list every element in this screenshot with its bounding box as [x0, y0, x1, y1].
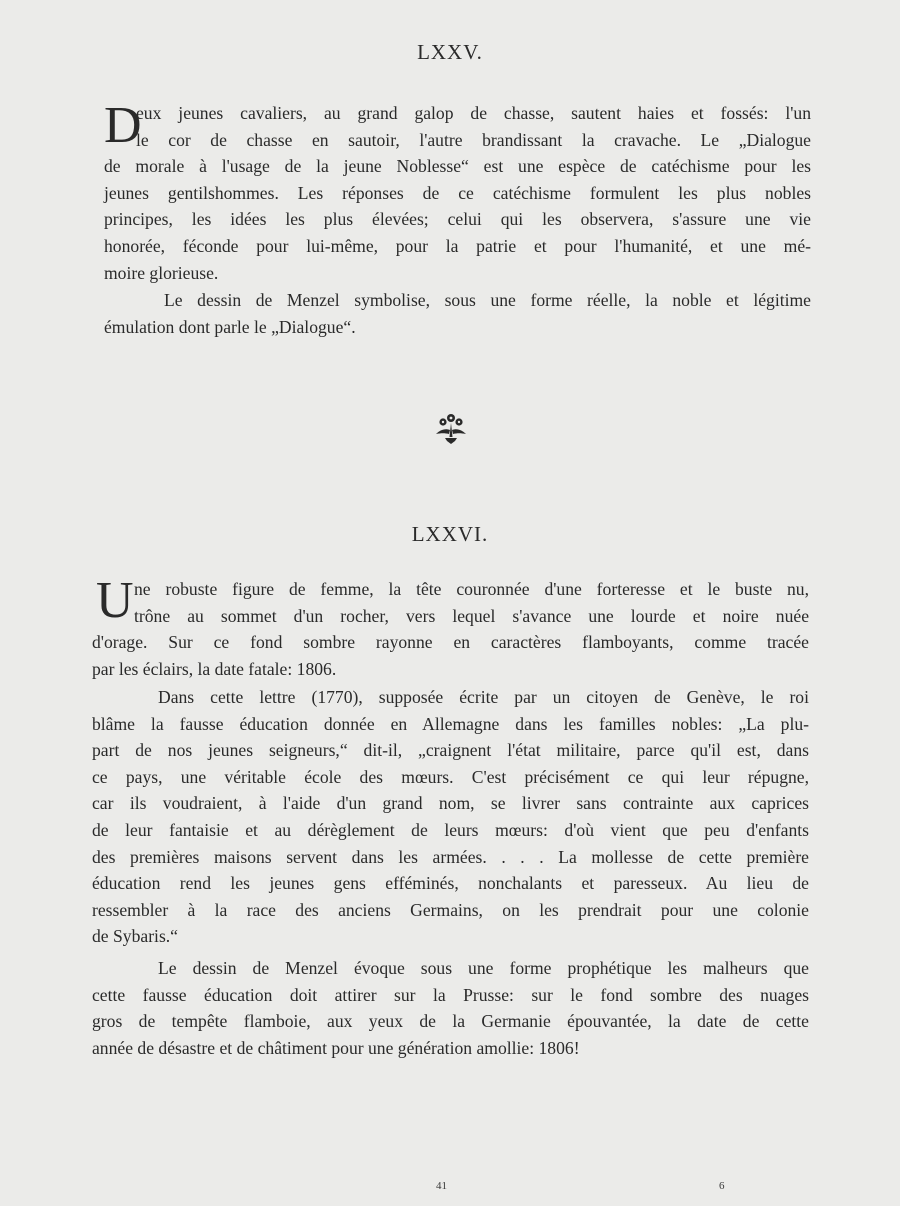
- text-line: trône au sommet d'un rocher, vers lequel s'avance une lourde et noire nuée: [134, 605, 809, 626]
- text-line: de Sybaris.“: [92, 926, 178, 947]
- paragraph-lxxv-2: [104, 287, 811, 340]
- section-title-lxxvi: LXXVI.: [411, 522, 489, 546]
- paragraph-lxxv-1: [104, 97, 811, 286]
- text-line: de leur fantaisie et au dérèglement de leurs mœurs: d'où vient que peu d'enfants: [92, 819, 809, 840]
- text-line: par les éclairs, la date fatale: 1806.: [92, 658, 337, 679]
- text-line: d'orage. Sur ce fond sombre rayonne en caractères flamboyants, comme tracée: [92, 632, 809, 653]
- text-line: de morale à l'usage de la jeune Noblesse“ est une espèce de catéchisme pour les: [104, 156, 811, 177]
- text-line: Le dessin de Menzel évoque sous une forme prophétique les malheurs que: [158, 958, 809, 978]
- paragraph-lxxvi-2: [92, 684, 809, 950]
- text-line: le cor de chasse en sautoir, l'autre brandissant la cravache. Le „Dialogue: [136, 129, 811, 150]
- dropcap-u: U: [96, 572, 134, 629]
- text-line: ressembler à la race des anciens Germains, on les prendrait pour une colonie: [92, 899, 809, 920]
- text-line: des premières maisons servent dans les armées. . . . La mollesse de cette première: [92, 846, 809, 867]
- text-line: eux jeunes cavaliers, au grand galop de chasse, sautent haies et fossés: l'un: [136, 103, 811, 123]
- text-line: cette fausse éducation doit attirer sur la Prusse: sur le fond sombre des nuages: [92, 984, 809, 1005]
- page-number: 41: [436, 1180, 447, 1192]
- text-line: Le dessin de Menzel symbolise, sous une forme réelle, la noble et légitime: [164, 290, 811, 310]
- text-line: moire glorieuse.: [104, 262, 219, 283]
- text-line: principes, les idées les plus élevées; celui qui les observera, s'assure une vie: [104, 209, 811, 230]
- text-line: car ils voudraient, à l'aide d'un grand nom, se livrer sans contrainte aux caprices: [92, 793, 809, 814]
- text-line: émulation dont parle le „Dialogue“.: [104, 316, 356, 337]
- text-line: ce pays, une véritable école des mœurs. C'est précisément ce qui leur répugne,: [92, 766, 809, 787]
- text-line: honorée, féconde pour lui-même, pour la patrie et pour l'humanité, et une mé-: [104, 235, 811, 256]
- signature-mark: 6: [719, 1180, 725, 1192]
- dropcap-d: D: [104, 97, 142, 154]
- paragraph-lxxvi-1: [92, 572, 809, 682]
- text-line: blâme la fausse éducation donnée en Allemagne dans les familles nobles: „La plu-: [92, 713, 809, 734]
- fleuron-icon: [433, 410, 469, 446]
- text-line: part de nos jeunes seigneurs,“ dit-il, „craignent l'état militaire, parce qu'il est, dans: [92, 740, 809, 761]
- section-title-lxxv: LXXV.: [417, 40, 483, 64]
- text-line: jeunes gentilshommes. Les réponses de ce catéchisme formulent les plus nobles: [104, 182, 811, 203]
- paragraph-lxxvi-3: [92, 955, 809, 1061]
- text-line: Dans cette lettre (1770), supposée écrite par un citoyen de Genève, le roi: [158, 687, 809, 707]
- text-line: année de désastre et de châtiment pour une génération amollie: 1806!: [92, 1037, 580, 1058]
- text-line: gros de tempête flamboie, aux yeux de la Germanie épouvantée, la date de cette: [92, 1011, 809, 1032]
- text-line: ne robuste figure de femme, la tête couronnée d'une forteresse et le buste nu,: [134, 579, 809, 599]
- text-line: éducation rend les jeunes gens efféminés, nonchalants et paresseux. Au lieu de: [92, 873, 809, 894]
